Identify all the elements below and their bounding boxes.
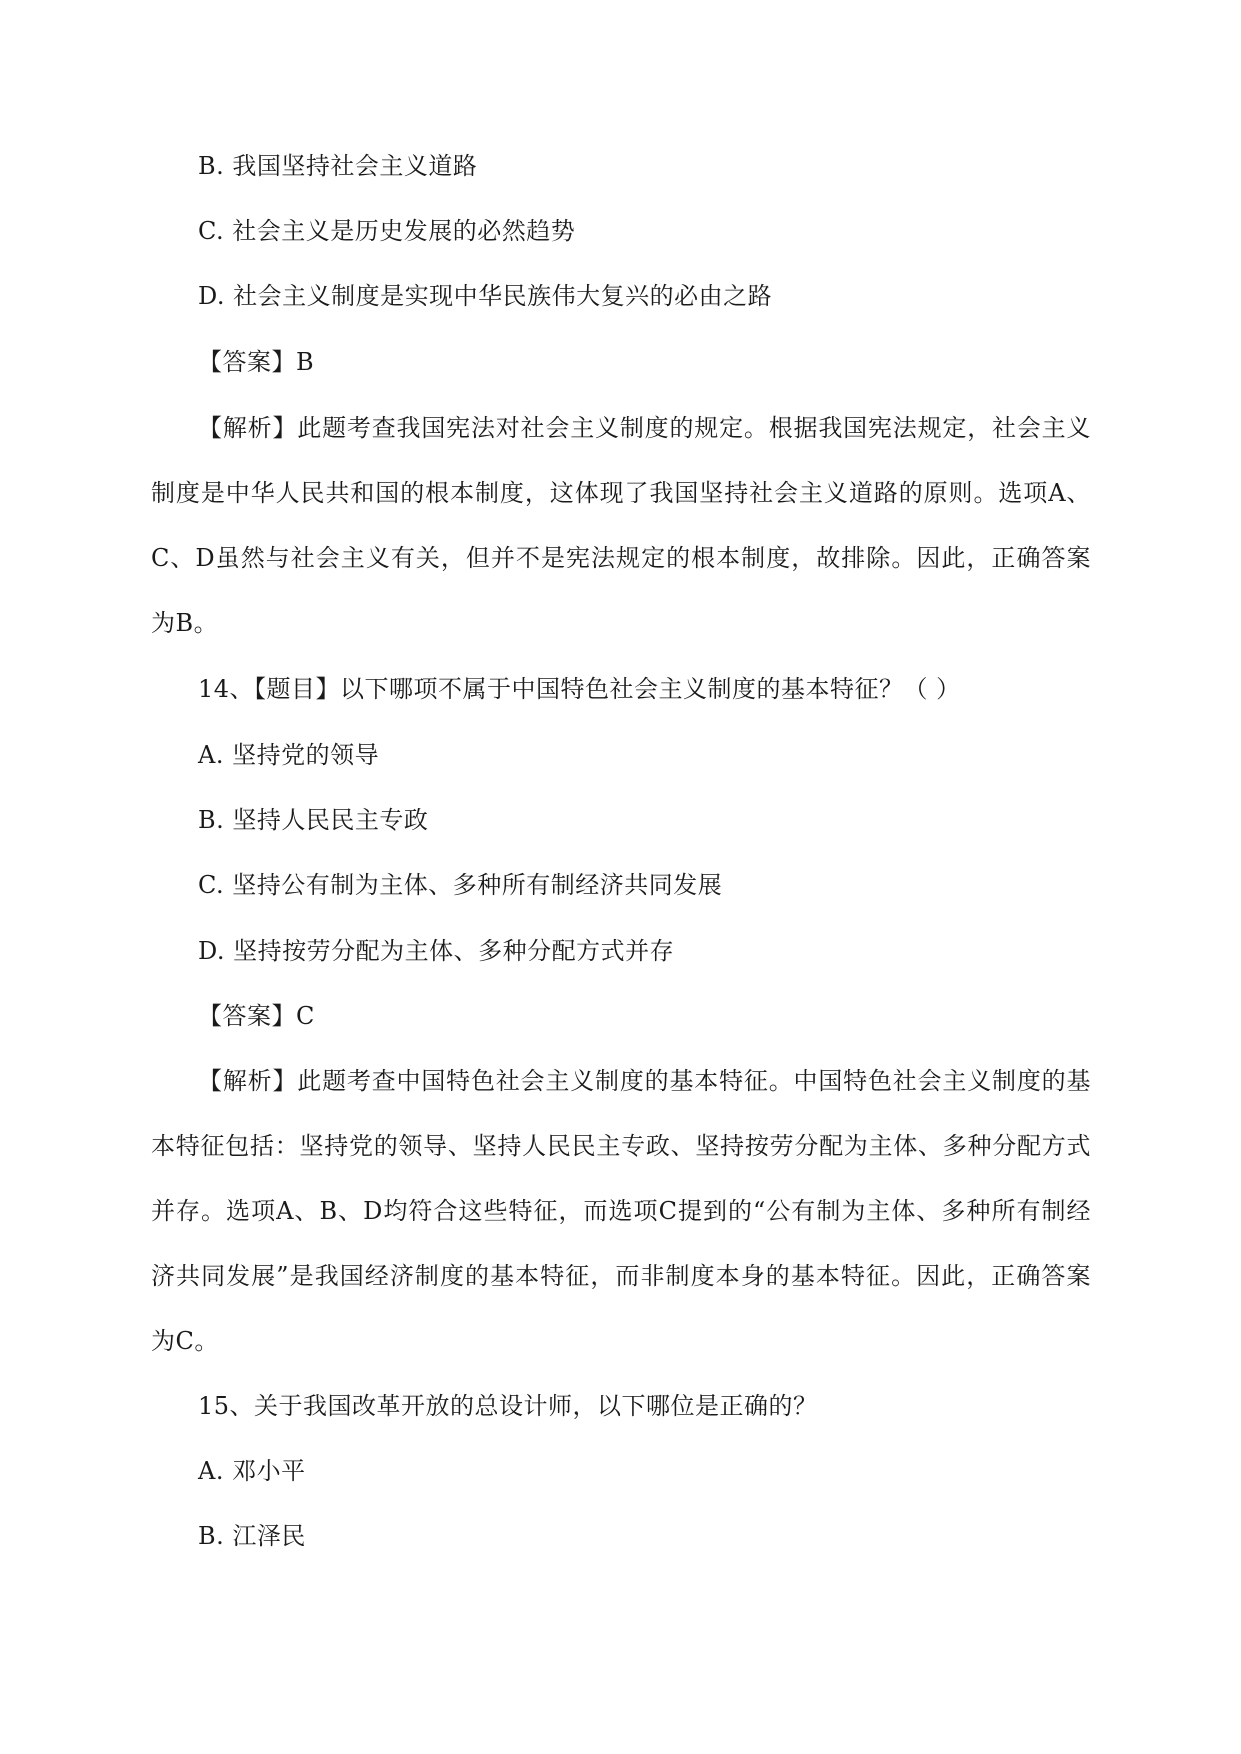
q15-question: 15、关于我国改革开放的总设计师，以下哪位是正确的？ (198, 1392, 818, 1420)
q14-analysis: 【解析】此题考查中国特色社会主义制度的基本特征。中国特色社会主义制度的基本特征包括：坚持党的领导、坚持人民民主专政、坚持按劳分配为主体、多种分配方式并存。选项A、B、D均符合这些特征，而选项C提到的“公有制为主体、多种所有制经济共同发展”是我国经济制度的基本特征，而非制度本身的基本特征。因此，正确答案为C。 (151, 1067, 1091, 1355)
q14-option-a: A. 坚持党的领导 (198, 741, 380, 769)
q14-answer: 【答案】C (198, 1002, 315, 1030)
q14-option-d: D. 坚持按劳分配为主体、多种分配方式并存 (198, 937, 675, 965)
q13-analysis: 【解析】此题考查我国宪法对社会主义制度的规定。根据我国宪法规定，社会主义制度是中华人民共和国的根本制度，这体现了我国坚持社会主义道路的原则。选项A、C、D虽然与社会主义有关，但并不是宪法规定的根本制度，故排除。因此，正确答案为B。 (151, 414, 1091, 637)
q15-option-a: A. 邓小平 (198, 1457, 306, 1485)
q14-question: 14、【题目】以下哪项不属于中国特色社会主义制度的基本特征？（ ） (198, 675, 961, 703)
q14-option-c: C. 坚持公有制为主体、多种所有制经济共同发展 (198, 871, 723, 899)
q13-option-b: B. 我国坚持社会主义道路 (198, 152, 478, 180)
q15-option-b: B. 江泽民 (198, 1522, 306, 1550)
q13-answer: 【答案】B (198, 348, 315, 376)
q14-option-b: B. 坚持人民民主专政 (198, 806, 429, 834)
q13-option-c: C. 社会主义是历史发展的必然趋势 (198, 217, 576, 245)
q13-option-d: D. 社会主义制度是实现中华民族伟大复兴的必由之路 (198, 282, 773, 310)
